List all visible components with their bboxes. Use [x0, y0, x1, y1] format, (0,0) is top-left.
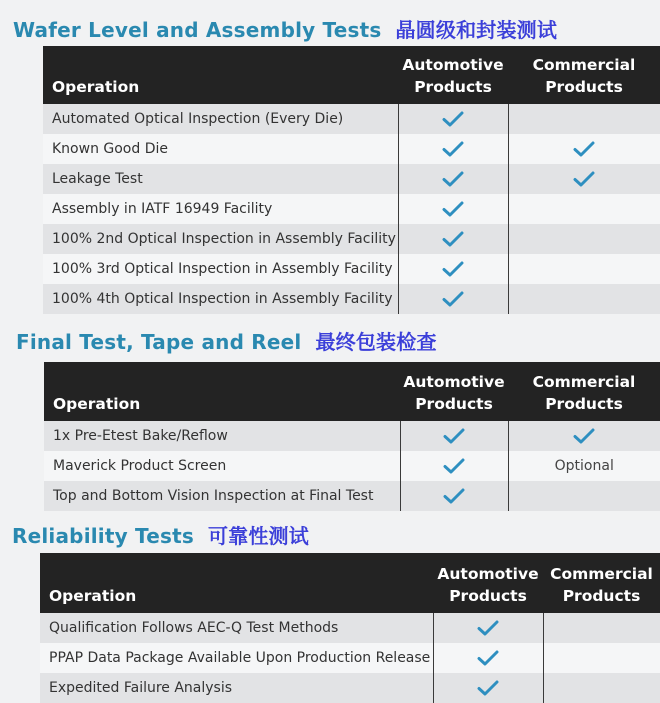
commercial-cell — [508, 284, 660, 314]
checkmark-icon — [573, 428, 595, 444]
checkmark-icon — [443, 458, 465, 474]
operation-name: Qualification Follows AEC-Q Test Methods — [40, 613, 433, 643]
column-header-operation: Operation — [40, 553, 433, 613]
section-title-cn: 晶圆级和封装测试 — [395, 18, 558, 42]
table-row — [44, 421, 660, 451]
table-row — [43, 224, 660, 254]
checkmark-icon — [442, 171, 464, 187]
checkmark-icon — [477, 650, 499, 666]
checkmark-icon — [442, 201, 464, 217]
column-header-commercial — [543, 553, 660, 613]
checkmark-icon — [443, 428, 465, 444]
operation-name: Known Good Die — [43, 134, 398, 164]
automotive-cell — [433, 613, 543, 643]
table-row — [40, 613, 660, 643]
section-title-cn: 最终包装检查 — [315, 330, 437, 354]
checkmark-icon — [442, 231, 464, 247]
column-header-commercial — [508, 46, 660, 104]
commercial-cell — [508, 194, 660, 224]
checkmark-icon — [443, 488, 465, 504]
commercial-cell — [508, 451, 660, 481]
section-title-en: Final Test, Tape and Reel — [16, 330, 302, 354]
commercial-cell — [508, 481, 660, 511]
automotive-cell — [398, 284, 508, 314]
automotive-cell — [398, 134, 508, 164]
operation-name: Automated Optical Inspection (Every Die) — [43, 104, 398, 134]
reliability-tests-table — [40, 553, 660, 703]
column-header-operation: Operation — [44, 362, 400, 421]
table-row — [43, 254, 660, 284]
checkmark-icon — [442, 141, 464, 157]
column-header-label: Automotive Products — [403, 373, 505, 413]
automotive-cell — [400, 421, 508, 451]
commercial-cell — [508, 421, 660, 451]
checkmark-icon — [573, 141, 595, 157]
column-header-automotive — [433, 553, 543, 613]
commercial-cell — [508, 224, 660, 254]
column-header-label: Automotive Products — [402, 56, 504, 96]
commercial-cell — [543, 643, 660, 673]
column-header-commercial — [508, 362, 660, 421]
commercial-cell — [508, 254, 660, 284]
table-row — [43, 134, 660, 164]
column-header-label: Commercial Products — [532, 373, 636, 413]
section-title-cn: 可靠性测试 — [207, 524, 309, 548]
automotive-cell — [398, 194, 508, 224]
operation-name: 1x Pre-Etest Bake/Reflow — [44, 421, 400, 451]
table-row — [43, 104, 660, 134]
column-header-automotive — [400, 362, 508, 421]
operation-name: Leakage Test — [43, 164, 398, 194]
commercial-cell — [508, 164, 660, 194]
operation-name: Expedited Failure Analysis — [40, 673, 433, 703]
table-row — [43, 284, 660, 314]
automotive-cell — [398, 164, 508, 194]
operation-name: 100% 4th Optical Inspection in Assembly Facility — [43, 284, 398, 314]
commercial-cell — [508, 104, 660, 134]
operation-name: Maverick Product Screen — [44, 451, 400, 481]
automotive-cell — [398, 104, 508, 134]
commercial-cell — [543, 613, 660, 643]
automotive-cell — [433, 643, 543, 673]
column-header-label: Automotive Products — [437, 565, 539, 605]
optional-label: Optional — [554, 458, 614, 474]
table-row — [43, 164, 660, 194]
operation-name: 100% 2nd Optical Inspection in Assembly Facility — [43, 224, 398, 254]
operation-name: PPAP Data Package Available Upon Production Release — [40, 643, 433, 673]
column-header-label: Commercial Products — [550, 565, 653, 605]
section-title-en: Wafer Level and Assembly Tests — [13, 18, 382, 42]
section-title-final-test — [16, 326, 437, 355]
automotive-cell — [398, 224, 508, 254]
table-row — [44, 451, 660, 481]
column-header-automotive — [398, 46, 508, 104]
section-title-reliability — [12, 520, 309, 549]
automotive-cell — [400, 481, 508, 511]
automotive-cell — [400, 451, 508, 481]
checkmark-icon — [442, 291, 464, 307]
section-title-en: Reliability Tests — [12, 524, 194, 548]
final-test-table — [44, 362, 660, 511]
checkmark-icon — [573, 171, 595, 187]
operation-name: 100% 3rd Optical Inspection in Assembly Facility — [43, 254, 398, 284]
checkmark-icon — [442, 111, 464, 127]
table-row — [40, 643, 660, 673]
checkmark-icon — [477, 680, 499, 696]
checkmark-icon — [477, 620, 499, 636]
operation-name: Assembly in IATF 16949 Facility — [43, 194, 398, 224]
column-header-operation: Operation — [43, 46, 398, 104]
operation-name: Top and Bottom Vision Inspection at Final Test — [44, 481, 400, 511]
commercial-cell — [508, 134, 660, 164]
checkmark-icon — [442, 261, 464, 277]
section-title-wafer — [13, 14, 557, 43]
table-row — [44, 481, 660, 511]
table-row — [43, 194, 660, 224]
column-header-label: Commercial Products — [532, 56, 636, 96]
automotive-cell — [398, 254, 508, 284]
wafer-tests-table — [43, 46, 660, 314]
